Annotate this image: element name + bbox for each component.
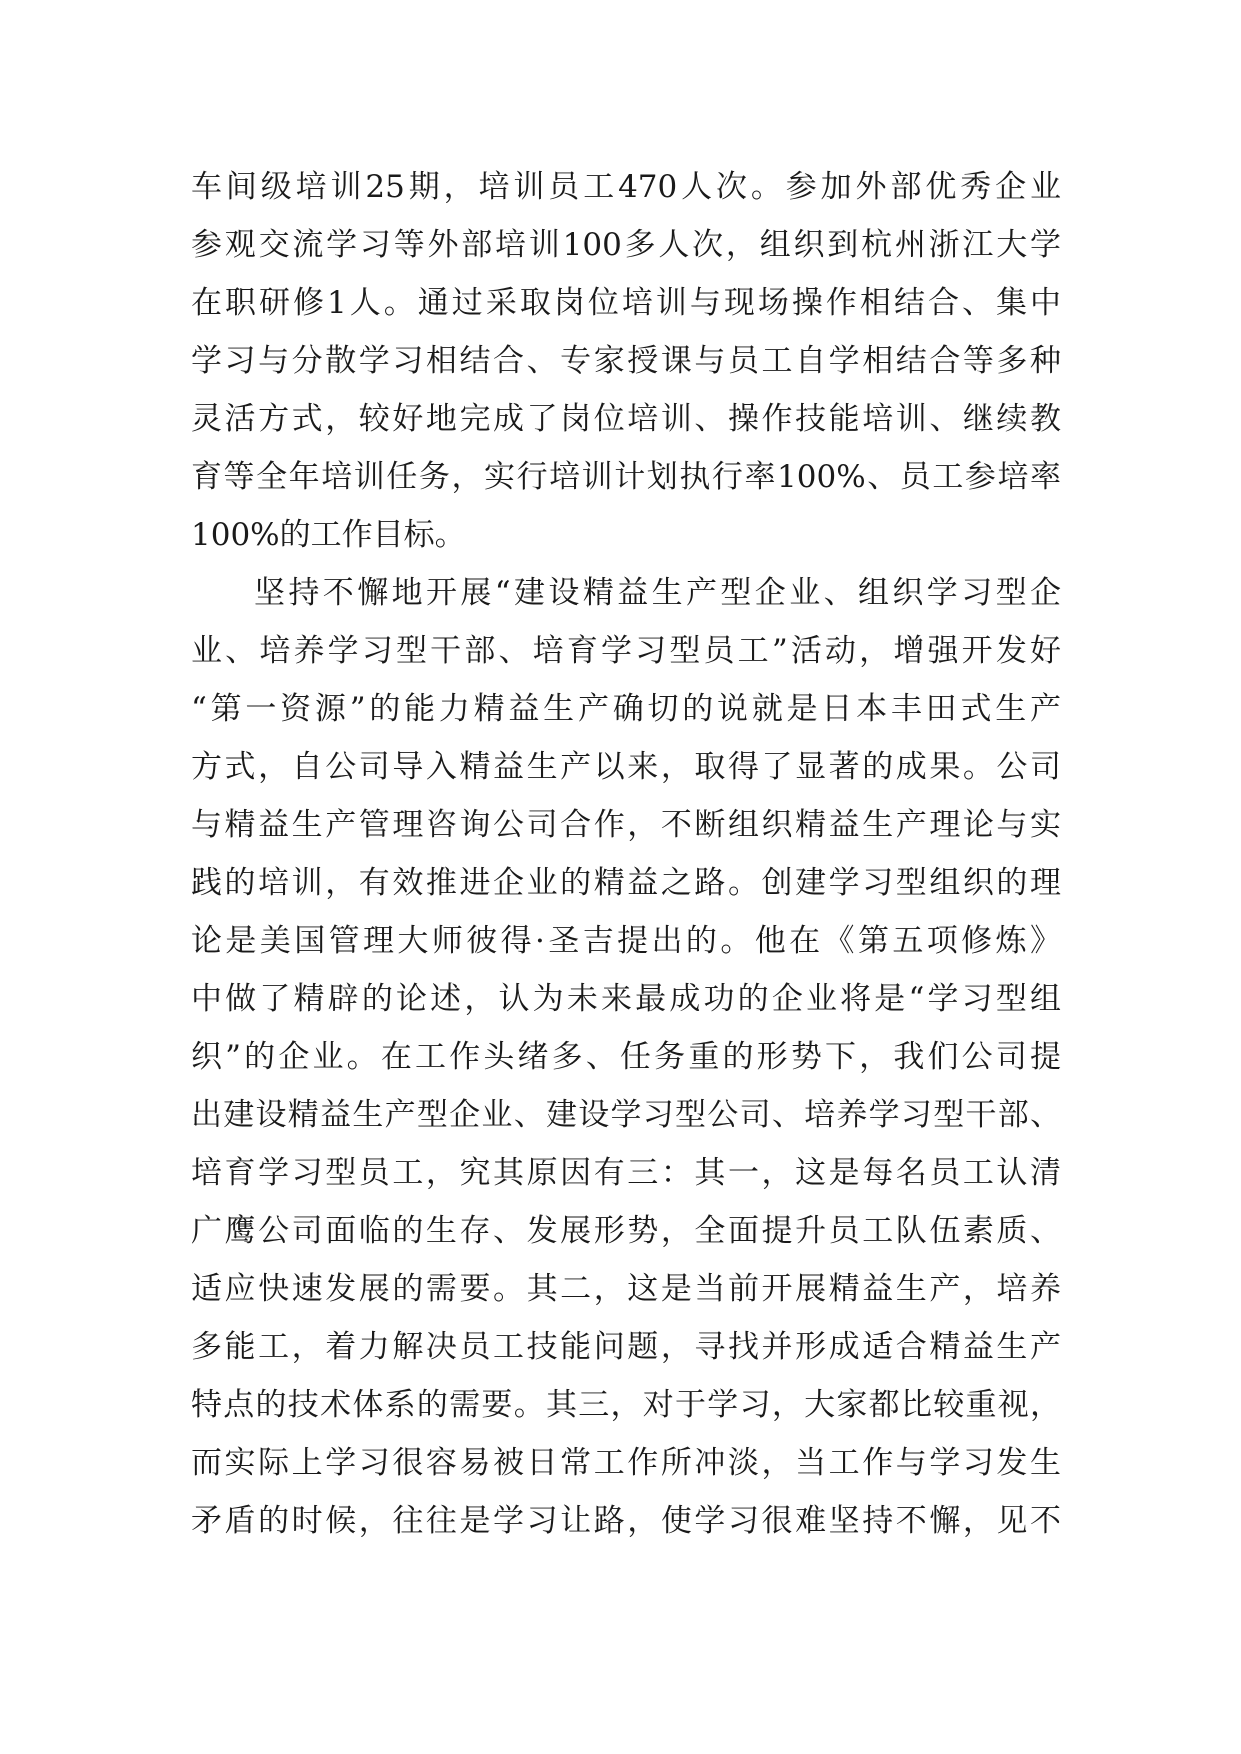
paragraph (191, 564, 1061, 1550)
text-line: 参观交流学习等外部培训100多人次，组织到杭州浙江大学 (191, 227, 1061, 263)
text-line: 织”的企业。在工作头绪多、任务重的形势下，我们公司提 (191, 1039, 1061, 1075)
text-line: 而实际上学习很容易被日常工作所冲淡，当工作与学习发生 (191, 1445, 1061, 1481)
text-line: 灵活方式，较好地完成了岗位培训、操作技能培训、继续教 (191, 401, 1061, 437)
text-line: 坚持不懈地开展“建设精益生产型企业、组织学习型企 (254, 575, 1061, 611)
text-line: 100%的工作目标。 (191, 517, 466, 553)
text-line: 特点的技术体系的需要。其三，对于学习，大家都比较重视， (191, 1387, 1061, 1423)
paragraph (191, 158, 1061, 564)
text-line: 在职研修1人。通过采取岗位培训与现场操作相结合、集中 (191, 285, 1061, 321)
text-line: 育等全年培训任务，实行培训计划执行率100%、员工参培率 (191, 459, 1061, 495)
text-line: 适应快速发展的需要。其二，这是当前开展精益生产，培养 (191, 1271, 1061, 1307)
text-line: 论是美国管理大师彼得·圣吉提出的。他在《第五项修炼》 (191, 923, 1061, 959)
text-line: 中做了精辟的论述，认为未来最成功的企业将是“学习型组 (191, 981, 1061, 1017)
text-line: 车间级培训25期，培训员工470人次。参加外部优秀企业 (191, 169, 1061, 205)
text-line: 广鹰公司面临的生存、发展形势，全面提升员工队伍素质、 (191, 1213, 1061, 1249)
text-line: 与精益生产管理咨询公司合作，不断组织精益生产理论与实 (191, 807, 1061, 843)
text-line: 多能工，着力解决员工技能问题，寻找并形成适合精益生产 (191, 1329, 1061, 1365)
text-line: 业、培养学习型干部、培育学习型员工”活动，增强开发好 (191, 633, 1061, 669)
text-line: 方式，自公司导入精益生产以来，取得了显著的成果。公司 (191, 749, 1061, 785)
document-body (191, 158, 1061, 1550)
text-line: 矛盾的时候，往往是学习让路，使学习很难坚持不懈，见不 (191, 1503, 1061, 1539)
text-line: “第一资源”的能力精益生产确切的说就是日本丰田式生产 (191, 691, 1061, 727)
text-line: 出建设精益生产型企业、建设学习型公司、培养学习型干部、 (191, 1097, 1061, 1133)
text-line: 践的培训，有效推进企业的精益之路。创建学习型组织的理 (191, 865, 1061, 901)
text-line: 培育学习型员工，究其原因有三：其一，这是每名员工认清 (191, 1155, 1061, 1191)
text-line: 学习与分散学习相结合、专家授课与员工自学相结合等多种 (191, 343, 1061, 379)
